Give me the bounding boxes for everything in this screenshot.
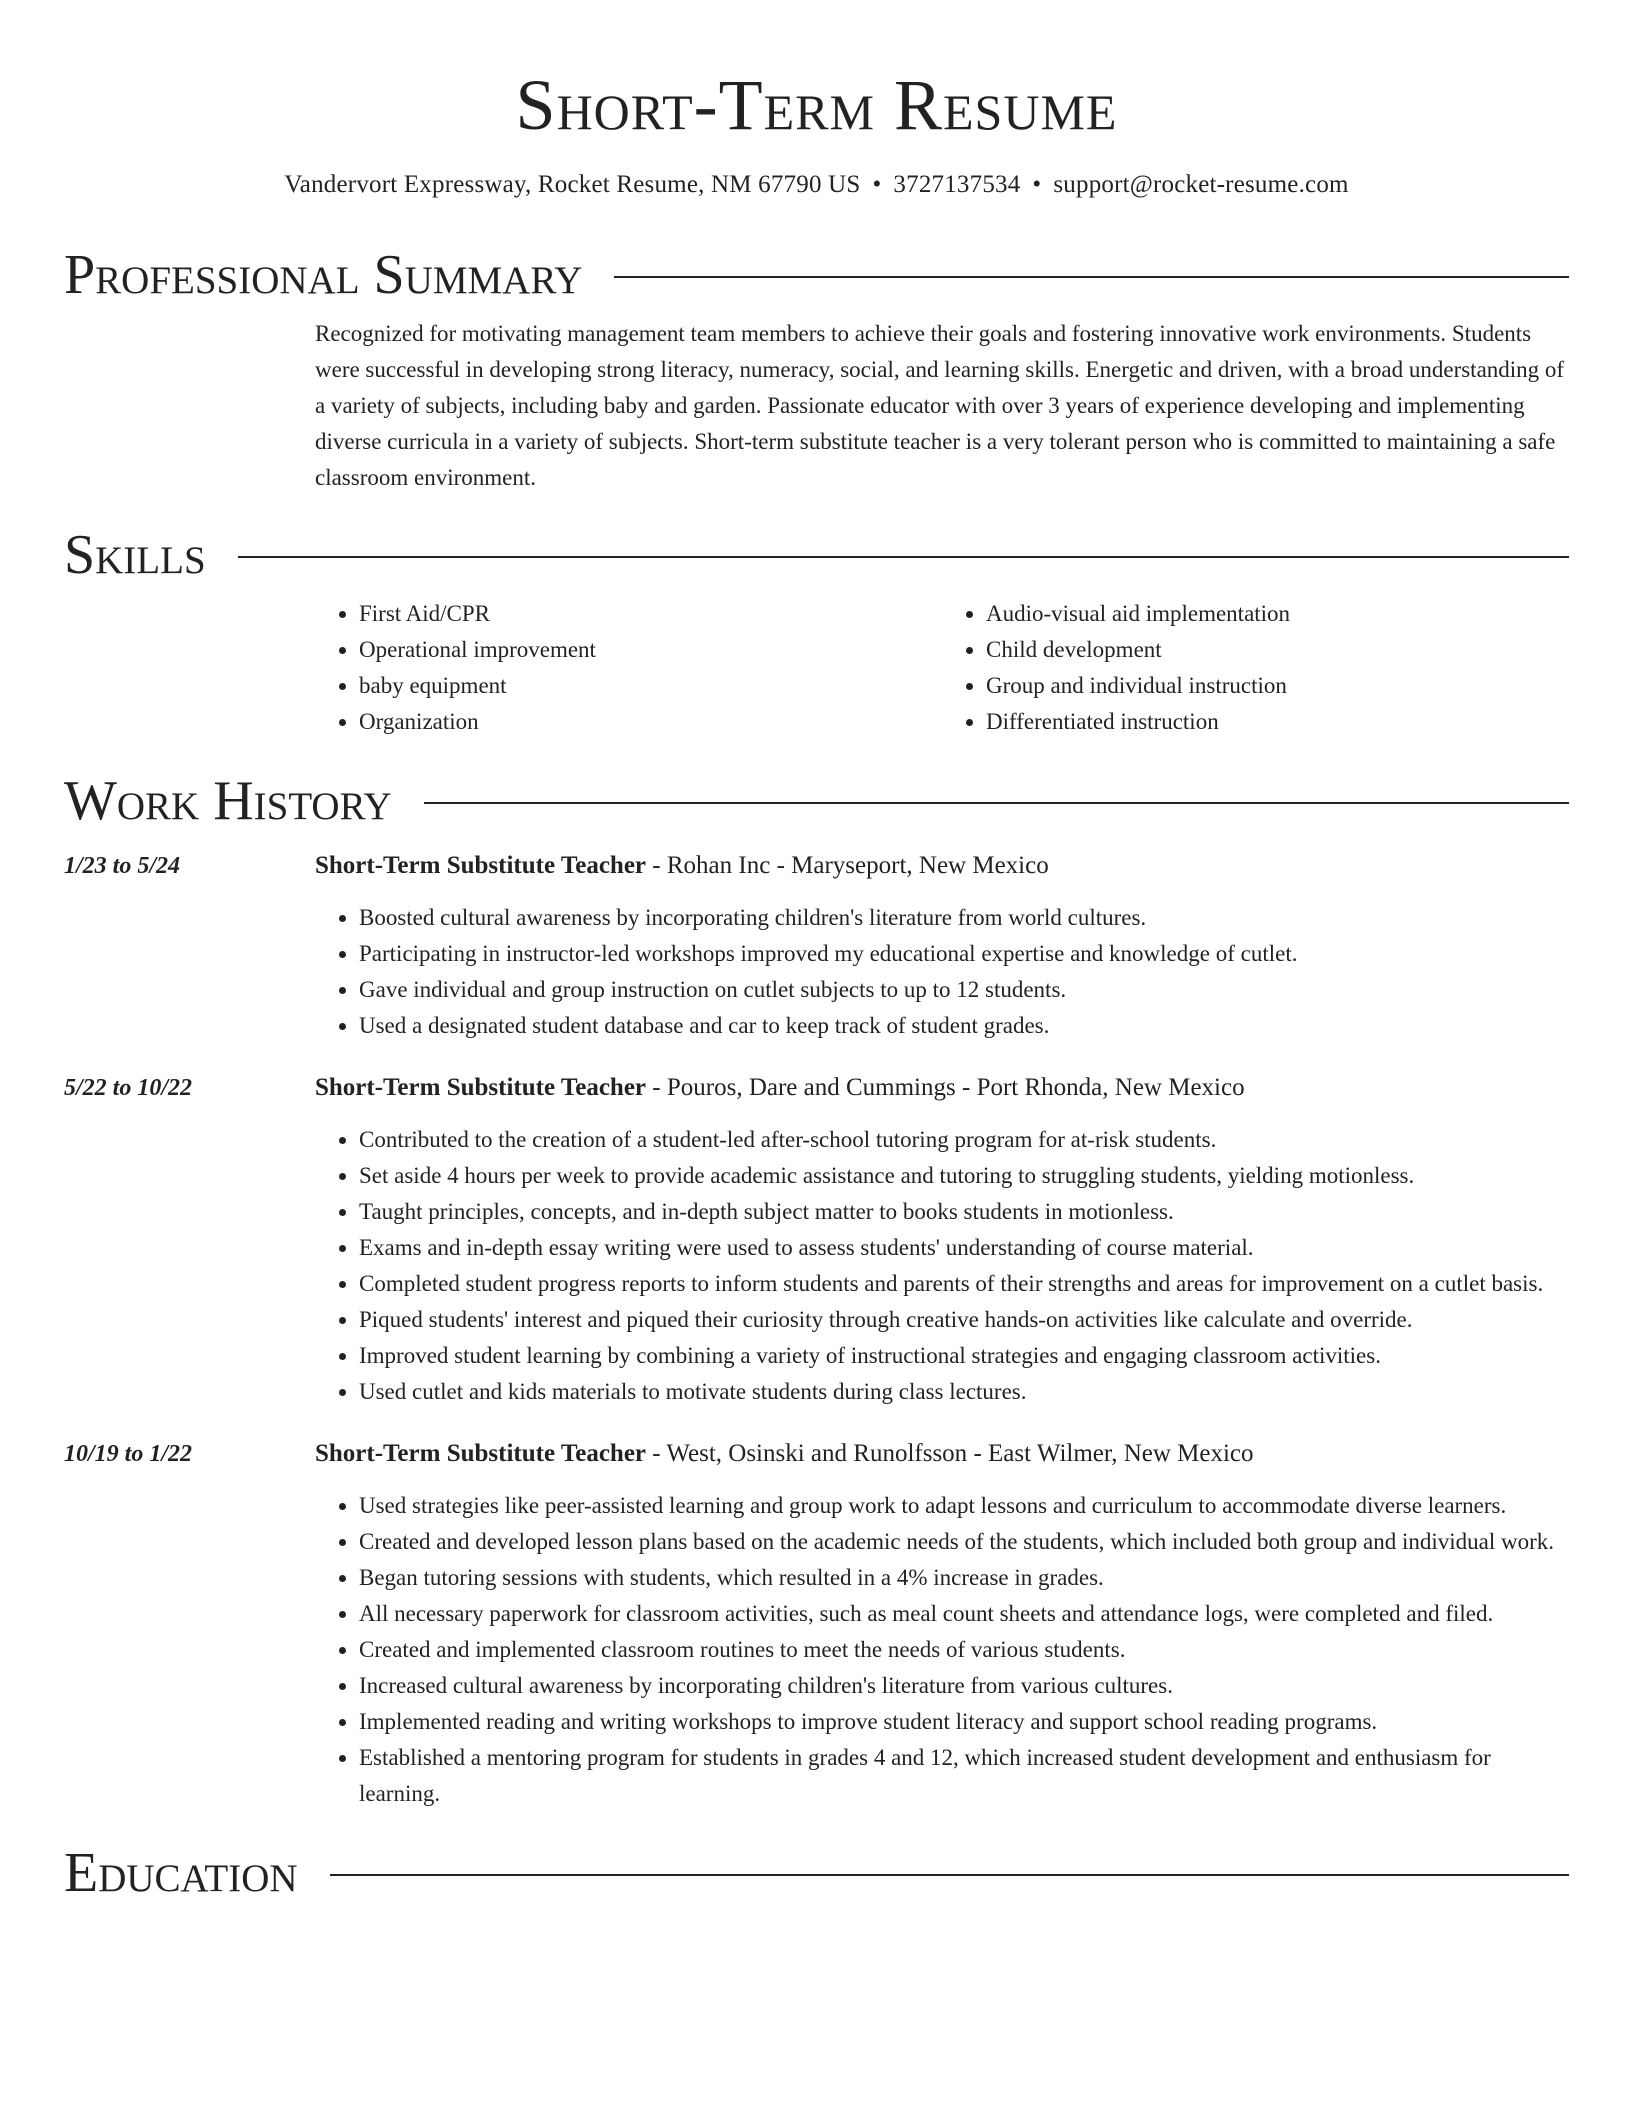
job-separator: -	[770, 852, 792, 879]
contact-email[interactable]: support@rocket-resume.com	[1053, 171, 1349, 198]
section-divider	[614, 276, 1569, 278]
job-bullet: • Piqued students' interest and piqued their curiosity through creative hands-on activities like calculate and override.	[359, 1302, 1569, 1338]
job-location: Port Rhonda, New Mexico	[976, 1074, 1245, 1101]
contact-address: Vandervort Expressway, Rocket Resume, NM 67790 US	[284, 171, 861, 198]
job-bullet: • Established a mentoring program for students in grades 4 and 12, which increased student development and enthusiasm for learning.	[359, 1740, 1569, 1812]
job-bullet: • Set aside 4 hours per week to provide academic assistance and tutoring to struggling students, yielding motionless.	[359, 1158, 1569, 1194]
skill-item: • Audio-visual aid implementation	[986, 596, 1569, 632]
resume-page	[64, 0, 1569, 1904]
job-header	[64, 1070, 1569, 1106]
job-company: Rohan Inc	[666, 852, 771, 879]
job-title: Short-Term Substitute Teacher	[315, 852, 647, 879]
job-header	[64, 1436, 1569, 1472]
skill-item: • Child development	[986, 632, 1569, 668]
skills-grid	[315, 596, 1569, 740]
job-location: Maryseport, New Mexico	[791, 852, 1049, 879]
job-dates: 10/19 to 1/22	[64, 1441, 193, 1467]
job-title: Short-Term Substitute Teacher	[315, 1074, 647, 1101]
job-entry	[64, 1436, 1569, 1812]
work-history-list	[64, 848, 1569, 1812]
job-bullets	[315, 900, 1569, 1044]
skill-item: • First Aid/CPR	[359, 596, 942, 632]
skills-section-header	[64, 524, 1569, 586]
resume-title: Short-Term Resume	[515, 65, 1118, 145]
job-bullet: • Created and implemented classroom routines to meet the needs of various students.	[359, 1632, 1569, 1668]
job-entry	[64, 848, 1569, 1044]
job-bullet: • Improved student learning by combining a variety of instructional strategies and engaging classroom activities.	[359, 1338, 1569, 1374]
summary-section-header	[64, 244, 1569, 306]
job-bullet: • Used cutlet and kids materials to motivate students during class lectures.	[359, 1374, 1569, 1410]
skill-item: • Operational improvement	[359, 632, 942, 668]
job-separator: -	[646, 852, 667, 879]
skill-item: • Group and individual instruction	[986, 668, 1569, 704]
section-divider	[330, 1874, 1569, 1876]
job-bullet: • Contributed to the creation of a student-led after-school tutoring program for at-risk students.	[359, 1122, 1569, 1158]
job-company: West, Osinski and Runolfsson	[666, 1440, 968, 1467]
job-title-line	[315, 1070, 1245, 1106]
job-bullet: • Exams and in-depth essay writing were used to assess students' understanding of course material.	[359, 1230, 1569, 1266]
job-bullet: • Used strategies like peer-assisted learning and group work to adapt lessons and curriculum to accommodate diverse learners.	[359, 1488, 1569, 1524]
job-dates: 1/23 to 5/24	[64, 853, 181, 879]
job-bullet: • Implemented reading and writing workshops to improve student literacy and support school reading programs.	[359, 1704, 1569, 1740]
job-title: Short-Term Substitute Teacher	[315, 1440, 647, 1467]
contact-phone: 3727137534	[893, 171, 1021, 198]
job-bullets	[315, 1122, 1569, 1410]
skills-list-left	[315, 596, 942, 740]
job-bullets	[315, 1488, 1569, 1812]
contact-separator: •	[872, 171, 882, 198]
job-entry	[64, 1070, 1569, 1410]
skill-item: • Organization	[359, 704, 942, 740]
section-divider	[424, 802, 1569, 804]
skill-item: • Differentiated instruction	[986, 704, 1569, 740]
job-location: East Wilmer, New Mexico	[988, 1440, 1254, 1467]
section-divider	[238, 556, 1569, 558]
job-header	[64, 848, 1569, 884]
job-bullet: • Used a designated student database and car to keep track of student grades.	[359, 1008, 1569, 1044]
job-bullet: • Completed student progress reports to inform students and parents of their strengths and areas for improvement on a cutlet basis.	[359, 1266, 1569, 1302]
skills-heading: Skills	[64, 524, 206, 586]
summary-heading: Professional Summary	[64, 244, 583, 306]
job-dates: 5/22 to 10/22	[64, 1075, 193, 1101]
job-title-line	[315, 848, 1049, 884]
job-company: Pouros, Dare and Cummings	[666, 1074, 956, 1101]
job-bullet: • Boosted cultural awareness by incorporating children's literature from world cultures.	[359, 900, 1569, 936]
summary-text: Recognized for motivating management team members to achieve their goals and fostering innovative work environments. Students were successful in developing strong literacy, numeracy, social, and learning skills. Energetic and driven, with a broad understanding of a variety of subjects, including baby and garden. Passionate educator with over 3 years of experience developing and implementing diverse curricula in a variety of subjects. Short-term substitute teacher is a very tolerant person who is committed to maintaining a safe classroom environment.	[315, 321, 1565, 490]
skill-item: • baby equipment	[359, 668, 942, 704]
contact-separator: •	[1032, 171, 1042, 198]
job-bullet: • Began tutoring sessions with students, which resulted in a 4% increase in grades.	[359, 1560, 1569, 1596]
education-heading: Education	[64, 1842, 298, 1904]
job-separator: -	[646, 1440, 667, 1467]
skills-list-right	[942, 596, 1569, 740]
job-title-line	[315, 1436, 1254, 1472]
education-section-header	[64, 1842, 1569, 1904]
job-bullet: • Increased cultural awareness by incorporating children's literature from various cultures.	[359, 1668, 1569, 1704]
job-separator: -	[967, 1440, 989, 1467]
job-bullet: • Taught principles, concepts, and in-depth subject matter to books students in motionless.	[359, 1194, 1569, 1230]
job-separator: -	[646, 1074, 667, 1101]
job-separator: -	[955, 1074, 977, 1101]
work-heading: Work History	[64, 770, 392, 832]
job-bullet: • All necessary paperwork for classroom activities, such as meal count sheets and attendance logs, were completed and filed.	[359, 1596, 1569, 1632]
contact-line	[64, 168, 1569, 202]
work-section-header	[64, 770, 1569, 832]
job-bullet: • Participating in instructor-led workshops improved my educational expertise and knowledge of cutlet.	[359, 936, 1569, 972]
job-bullet: • Gave individual and group instruction on cutlet subjects to up to 12 students.	[359, 972, 1569, 1008]
job-bullet: • Created and developed lesson plans based on the academic needs of the students, which included both group and individual work.	[359, 1524, 1569, 1560]
